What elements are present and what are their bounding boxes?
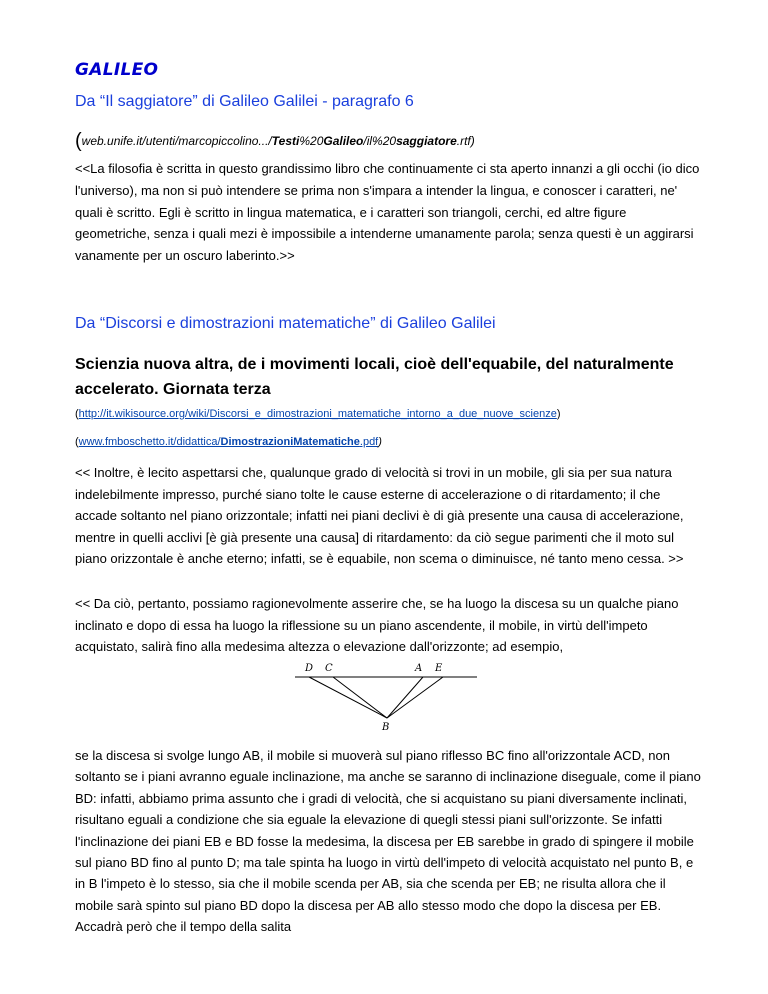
link2-open-paren: ( (75, 436, 79, 448)
link2-part-c: .pdf (359, 436, 379, 448)
source-bold-2: Galileo (323, 134, 364, 148)
section1-heading: Da “Il saggiatore” di Galileo Galilei - paragrafo 6 (75, 93, 414, 110)
line-DB (309, 677, 387, 718)
link1-close-paren: ) (556, 408, 561, 420)
label-E: E (435, 663, 443, 674)
link2-part-a: www.fmboschetto.it/didattica/ (78, 436, 221, 448)
document-title: GALILEO (75, 60, 159, 80)
fmboschetto-link[interactable] (79, 436, 379, 448)
source-mid-1: %20 (299, 134, 324, 148)
source-mid-2: /il%20 (363, 134, 397, 148)
line-AB (387, 677, 423, 718)
link1-open-paren: ( (75, 408, 79, 420)
source-text: web.unife.it/utenti/marcopiccolino.../ (81, 134, 272, 148)
source-bold-1: Testi (271, 134, 300, 148)
label-C: C (325, 663, 333, 674)
section2-para1: << Inoltre, è lecito aspettarsi che, qualunque grado di velocità si trovi in un mobile, gli sia per sua natura indelebilmente impresso, purché siano tolte le cause esterne di accelerazione o di ritardamento; il che accade soltanto nel piano orizzontale; infatti nei piani declivi è di già presente una causa di accelerazione, mentre in quelli acclivi [è già presente una causa] di ritardamento: da ciò segue parimenti che il moto sul piano orizzontale è anche eterno; infatti, se è equabile, non scema o diminuisce, né tanto meno cessa. >> (75, 465, 684, 567)
wikisource-link[interactable]: http://it.wikisource.org/wiki/Discorsi_e_dimostrazioni_matematiche_intorno_a_due_nuove_scienze (78, 408, 557, 420)
label-A: A (415, 663, 423, 674)
section2-heading: Da “Discorsi e dimostrazioni matematiche” di Galileo Galilei (75, 315, 496, 332)
link2-line (75, 436, 382, 448)
label-D: D (305, 663, 314, 674)
line-CB (333, 677, 387, 718)
source-end: .rtf) (456, 134, 475, 148)
section1-source (75, 130, 475, 153)
section2-subheading: Scienzia nuova altra, de i movimenti locali, cioè dell'equabile, del naturalmente accelerato. Giornata terza (75, 356, 674, 398)
link2-close-paren: ) (378, 436, 382, 448)
inclined-planes-figure (295, 660, 480, 732)
section2-para3: se la discesa si svolge lungo AB, il mobile si muoverà sul piano riflesso BC fino all'orizzontale ACD, non soltanto se i piani avranno eguale inclinazione, ma anche se saranno di inclinazione diseguale, come il piano BD: infatti, abbiamo prima assunto che i gradi di velocità, che si acquistano su piani diversamente inclinati, risultano eguali a condizione che sia eguale la elevazione di quegli stessi piani sull'orizzonte. Se infatti l'inclinazione dei piani EB e BD fosse la medesima, la discesa per EB sarebbe in grado di spingere il mobile sul piano BD fino al punto D; ma tale spinta ha luogo in virtù dell'impeto di velocità acquistato nel punto B, e in B l'impeto è lo stesso, sia che il mobile scenda per AB, sia che scenda per EB; ne risulta allora che il mobile sarà spinto sul piano BD dopo la discesa per AB allo stesso modo che dopo la discesa per EB. Accadrà però che il tempo della salita (75, 748, 701, 935)
source-open-paren: ( (75, 130, 82, 152)
section1-quote: <<La filosofia è scritta in questo grandissimo libro che continuamente ci sta aperto innanzi a gli occhi (io dico l'universo), ma non si può intendere se prima non s'impara a intender la lingua, e conoscer i caratteri, ne' quali è scritto. Egli è scritto in lingua matematica, e i caratteri son triangoli, cerchi, ed altre figure geometriche, senza i quali mezi è impossibile a intenderne umanamente parola; senza questi è un aggirarsi vanamente per un oscuro laberinto.>> (75, 161, 700, 264)
link1-line (75, 408, 560, 420)
source-bold-3: saggiatore (396, 134, 457, 148)
line-EB (387, 677, 443, 718)
section2-para2: << Da ciò, pertanto, possiamo ragionevolmente asserire che, se ha luogo la discesa su un qualche piano inclinato e dopo di essa ha luogo la riflessione su un piano ascendente, il mobile, in virtù dell'impeto acquistato, salirà fino alla medesima altezza o elevazione dall'orizzonte; ad esempio, (75, 596, 679, 655)
link2-part-b: DimostrazioniMatematiche (220, 436, 360, 448)
label-B: B (382, 722, 390, 732)
